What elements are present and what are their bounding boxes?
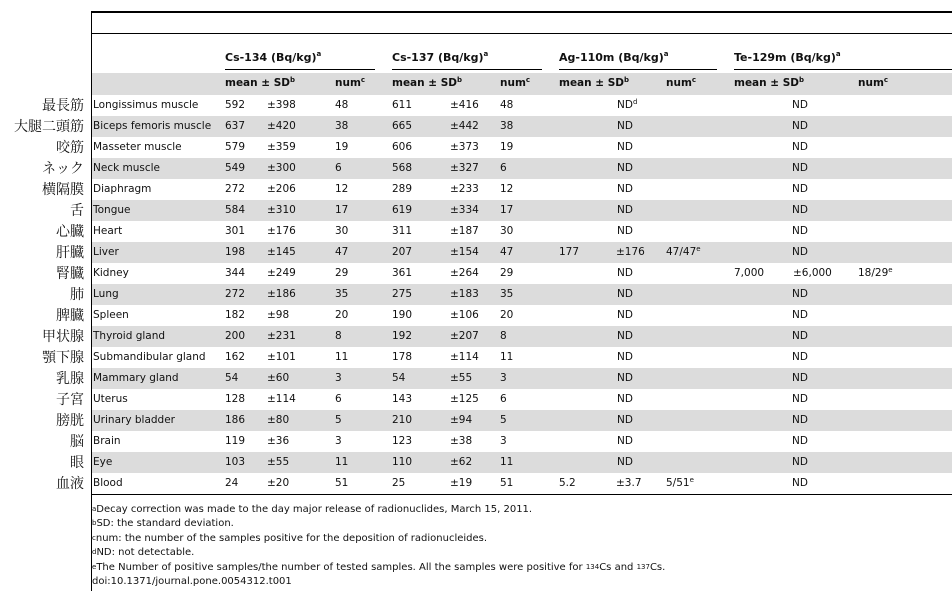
column-header-row [92, 73, 952, 95]
group-title: Ag-110m $(Bq/kg)^a$ [559, 50, 669, 64]
value-mean: 123 [392, 435, 413, 447]
group-rule [559, 69, 717, 70]
value-nd: ND [792, 414, 808, 426]
value-mean: 24 [225, 477, 239, 489]
japanese-organ-label: 眼 [70, 455, 84, 471]
value-num: 38 [335, 120, 349, 132]
group-header-row [92, 34, 952, 73]
col-header-num: num$^c$ [500, 76, 531, 89]
japanese-organ-label: 子宮 [56, 392, 84, 408]
table-row [92, 284, 952, 305]
value-mean: 344 [225, 267, 246, 279]
value-mean: 584 [225, 204, 246, 216]
value-num: 12 [335, 183, 349, 195]
superscript: a [92, 505, 97, 513]
value-num: 38 [500, 120, 514, 132]
value-mean: 7,000 [734, 267, 765, 279]
superscript: a [835, 50, 841, 58]
value-nd: ND [617, 225, 633, 237]
organ-name: Thyroid gland [93, 330, 166, 342]
value-sd: ±101 [267, 351, 296, 363]
value-num: 29 [335, 267, 349, 279]
value-num: 19 [335, 141, 349, 153]
table-frame [91, 11, 952, 591]
value-nd: ND [617, 435, 633, 447]
value-mean: 606 [392, 141, 413, 153]
organ-name: Spleen [93, 309, 129, 321]
table-row [92, 179, 952, 200]
value-num: 5 [335, 414, 342, 426]
superscript: b [624, 76, 630, 84]
value-mean: 592 [225, 99, 246, 111]
value-sd: ±416 [450, 99, 479, 111]
value-sd: ±334 [450, 204, 479, 216]
value-mean: 200 [225, 330, 246, 342]
col-header-mean-sd: mean ± $SD^b$ [734, 76, 805, 89]
japanese-organ-label: 肝臓 [56, 245, 84, 261]
value-nd: ND [792, 204, 808, 216]
value-mean: 311 [392, 225, 413, 237]
group-rule [392, 69, 542, 70]
value-sd: ±186 [267, 288, 296, 300]
value-nd: ND [792, 288, 808, 300]
value-mean: 162 [225, 351, 246, 363]
value-sd: ±398 [267, 99, 296, 111]
value-nd: ND [617, 330, 633, 342]
organ-name: Submandibular gland [93, 351, 206, 363]
superscript: b [457, 76, 463, 84]
value-mean: 272 [225, 288, 246, 300]
value-num: 12 [500, 183, 514, 195]
organ-name: Neck muscle [93, 162, 161, 174]
value-mean: 110 [392, 456, 413, 468]
group-title: Te-129m $(Bq/kg)^a$ [734, 50, 841, 64]
organ-name: Kidney [93, 267, 129, 279]
organ-name: Lung [93, 288, 119, 300]
value-sd: ±6,000 [793, 267, 832, 279]
value-sd: ±38 [450, 435, 473, 447]
value-nd: ND [792, 246, 808, 258]
value-sd: ±300 [267, 162, 296, 174]
value-mean: 25 [392, 477, 406, 489]
value-sd: ±176 [267, 225, 296, 237]
japanese-organ-label: 顎下腺 [42, 350, 84, 366]
value-sd: ±176 [616, 246, 645, 258]
value-mean: 5.2 [559, 477, 576, 489]
table-row [92, 452, 952, 473]
value-mean: 637 [225, 120, 246, 132]
group-rule [225, 69, 375, 70]
value-sd: ±114 [267, 393, 296, 405]
japanese-organ-label: 膀胱 [56, 413, 84, 429]
value-mean: 54 [225, 372, 239, 384]
table-row [92, 221, 952, 242]
value-nd: ND [617, 162, 633, 174]
value-mean: 198 [225, 246, 246, 258]
value-sd: ±183 [450, 288, 479, 300]
value-mean: 54 [392, 372, 406, 384]
value-num: 17 [500, 204, 514, 216]
value-num: 30 [500, 225, 514, 237]
value-num: 3 [500, 435, 507, 447]
value-nd: ND [792, 309, 808, 321]
value-mean: 192 [392, 330, 413, 342]
value-mean: 178 [392, 351, 413, 363]
table-row [92, 326, 952, 347]
value-sd: ±19 [450, 477, 473, 489]
value-sd: ±231 [267, 330, 296, 342]
value-num: 35 [500, 288, 514, 300]
japanese-organ-label: 肺 [70, 287, 84, 303]
value-nd: ND [617, 204, 633, 216]
value-num: 51 [335, 477, 349, 489]
value-sd: ±3.7 [616, 477, 642, 489]
value-nd: ND [792, 330, 808, 342]
value-sd: ±114 [450, 351, 479, 363]
value-num: 48 [500, 99, 514, 111]
value-num: 35 [335, 288, 349, 300]
japanese-organ-label: ネック [42, 161, 84, 177]
value-num: 5/51e [666, 476, 694, 489]
value-num: 6 [335, 393, 342, 405]
value-num: 8 [500, 330, 507, 342]
value-nd: ND [617, 309, 633, 321]
col-header-mean-sd: mean ± $SD^b$ [225, 76, 296, 89]
superscript: a [483, 50, 489, 58]
value-sd: ±154 [450, 246, 479, 258]
organ-name: Liver [93, 246, 119, 258]
value-sd: ±206 [267, 183, 296, 195]
superscript: c [92, 533, 96, 542]
value-sd: ±62 [450, 456, 473, 468]
organ-name: Longissimus muscle [93, 99, 199, 111]
value-num: 6 [335, 162, 342, 174]
value-nd: ND [792, 120, 808, 132]
value-sd: ±55 [267, 456, 290, 468]
value-sd: ±94 [450, 414, 473, 426]
table-row [92, 431, 952, 452]
value-nd: ND [792, 141, 808, 153]
value-num: 20 [335, 309, 349, 321]
value-nd: ND [792, 225, 808, 237]
value-num: 48 [335, 99, 349, 111]
value-sd: ±187 [450, 225, 479, 237]
table-row [92, 116, 952, 137]
value-mean: 103 [225, 456, 246, 468]
group-rule [734, 69, 952, 70]
japanese-organ-label: 脳 [70, 434, 84, 450]
superscript: a [316, 50, 322, 58]
value-nd: $ND^d$ [617, 98, 638, 111]
superscript: d [92, 548, 97, 557]
value-sd: ±80 [267, 414, 290, 426]
value-sd: ±36 [267, 435, 290, 447]
value-sd: ±233 [450, 183, 479, 195]
value-nd: ND [792, 477, 808, 489]
value-mean: 611 [392, 99, 413, 111]
japanese-organ-label: 血液 [56, 476, 84, 492]
japanese-organ-label: 心臓 [56, 224, 84, 240]
value-mean: 301 [225, 225, 246, 237]
footnote: $^e$The Number of positive samples/the number of tested samples. All the samples were positive for $^{134}$Cs and $^{137}$Cs. [92, 561, 666, 573]
value-nd: ND [792, 456, 808, 468]
value-mean: 186 [225, 414, 246, 426]
value-nd: ND [792, 435, 808, 447]
value-sd: ±264 [450, 267, 479, 279]
value-num: 20 [500, 309, 514, 321]
table-row [92, 305, 952, 326]
superscript: c [883, 76, 889, 84]
value-mean: 272 [225, 183, 246, 195]
value-num: 11 [500, 456, 514, 468]
value-mean: 275 [392, 288, 413, 300]
organ-name: Brain [93, 435, 121, 447]
value-num: 6 [500, 393, 507, 405]
japanese-organ-label: 甲状腺 [42, 329, 84, 345]
table-row [92, 389, 952, 410]
value-sd: ±20 [267, 477, 290, 489]
value-num: 6 [500, 162, 507, 174]
value-num: 17 [335, 204, 349, 216]
table-row [92, 137, 952, 158]
value-sd: ±106 [450, 309, 479, 321]
value-mean: 210 [392, 414, 413, 426]
value-sd: ±125 [450, 393, 479, 405]
superscript: b [799, 76, 805, 84]
organ-name: Blood [93, 477, 123, 489]
col-header-num: num$^c$ [335, 76, 366, 89]
footnote: $^c$num: the number of the samples positive for the deposition of radionucleides. [92, 532, 488, 544]
japanese-organ-label: 舌 [70, 203, 84, 219]
value-num: 19 [500, 141, 514, 153]
value-num: 47/47e [666, 245, 701, 258]
value-num: 3 [335, 372, 342, 384]
value-sd: ±249 [267, 267, 296, 279]
superscript: e [92, 562, 97, 571]
organ-name: Mammary gland [93, 372, 179, 384]
organ-name: Uterus [93, 393, 128, 405]
group-title: Cs-134 $(Bq/kg)^a$ [225, 50, 322, 64]
footnote: doi:10.1371/journal.pone.0054312.t001 [92, 576, 292, 588]
value-mean: 207 [392, 246, 413, 258]
value-mean: 665 [392, 120, 413, 132]
value-nd: ND [617, 372, 633, 384]
value-num: 11 [335, 351, 349, 363]
japanese-organ-label: 乳腺 [56, 371, 84, 387]
value-num: 11 [335, 456, 349, 468]
col-header-num: num$^c$ [666, 76, 697, 89]
japanese-organ-label: 横隔膜 [42, 182, 84, 198]
value-num: 18/29e [858, 266, 893, 279]
value-num: 3 [335, 435, 342, 447]
organ-name: Diaphragm [93, 183, 152, 195]
table-top-rule [91, 11, 952, 13]
value-num: 29 [500, 267, 514, 279]
col-header-num: num$^c$ [858, 76, 889, 89]
superscript: a [663, 50, 669, 58]
japanese-organ-label: 咬筋 [56, 140, 84, 156]
group-title: Cs-137 $(Bq/kg)^a$ [392, 50, 489, 64]
value-mean: 579 [225, 141, 246, 153]
value-num: 30 [335, 225, 349, 237]
value-mean: 190 [392, 309, 413, 321]
value-num: 47 [500, 246, 514, 258]
table-bottom-rule [91, 494, 952, 495]
table-row [92, 368, 952, 389]
superscript: e [689, 476, 694, 484]
value-sd: ±60 [267, 372, 290, 384]
superscript: 137 [636, 562, 650, 571]
value-mean: 549 [225, 162, 246, 174]
japanese-organ-label: 大腿二頭筋 [14, 119, 84, 135]
table-row [92, 158, 952, 179]
superscript: e [888, 266, 893, 274]
value-mean: 177 [559, 246, 580, 258]
superscript: 134 [585, 562, 600, 571]
col-header-mean-sd: mean ± $SD^b$ [559, 76, 630, 89]
value-nd: ND [617, 414, 633, 426]
value-nd: ND [617, 351, 633, 363]
value-mean: 289 [392, 183, 413, 195]
superscript: d [632, 98, 638, 106]
superscript: b [290, 76, 296, 84]
superscript: c [525, 76, 531, 84]
value-sd: ±359 [267, 141, 296, 153]
value-sd: ±98 [267, 309, 290, 321]
value-num: 47 [335, 246, 349, 258]
value-nd: ND [617, 141, 633, 153]
value-mean: 128 [225, 393, 246, 405]
value-sd: ±420 [267, 120, 296, 132]
footnote: $^b$SD: the standard deviation. [92, 518, 234, 530]
organ-name: Tongue [93, 204, 131, 216]
value-sd: ±442 [450, 120, 479, 132]
value-nd: ND [617, 456, 633, 468]
value-mean: 361 [392, 267, 413, 279]
value-sd: ±55 [450, 372, 473, 384]
organ-name: Urinary bladder [93, 414, 176, 426]
value-mean: 619 [392, 204, 413, 216]
value-nd: ND [617, 267, 633, 279]
value-nd: ND [617, 183, 633, 195]
value-nd: ND [617, 120, 633, 132]
value-num: 3 [500, 372, 507, 384]
value-sd: ±145 [267, 246, 296, 258]
value-sd: ±373 [450, 141, 479, 153]
value-num: 5 [500, 414, 507, 426]
footnote: $^a$Decay correction was made to the day major release of radionuclides, March 15, 2011. [92, 504, 533, 515]
value-sd: ±310 [267, 204, 296, 216]
superscript: e [696, 245, 701, 253]
value-nd: ND [792, 99, 808, 111]
superscript: c [360, 76, 366, 84]
organ-name: Eye [93, 456, 113, 468]
japanese-organ-label: 腎臓 [56, 266, 84, 282]
footnote: $^d$ND: not detectable. [92, 547, 195, 559]
organ-name: Biceps femoris muscle [93, 120, 212, 132]
value-num: 11 [500, 351, 514, 363]
value-nd: ND [792, 162, 808, 174]
table-row [92, 473, 952, 494]
col-header-mean-sd: mean ± $SD^b$ [392, 76, 463, 89]
superscript: c [691, 76, 697, 84]
organ-name: Masseter muscle [93, 141, 182, 153]
table-row [92, 200, 952, 221]
japanese-organ-label: 最長筋 [42, 98, 84, 114]
table-row [92, 263, 952, 284]
table-row [92, 347, 952, 368]
value-nd: ND [792, 351, 808, 363]
value-nd: ND [792, 183, 808, 195]
table-row [92, 95, 952, 116]
value-mean: 182 [225, 309, 246, 321]
value-nd: ND [617, 393, 633, 405]
value-nd: ND [792, 372, 808, 384]
table-row [92, 410, 952, 431]
value-mean: 568 [392, 162, 413, 174]
value-nd: ND [617, 288, 633, 300]
value-mean: 119 [225, 435, 246, 447]
value-sd: ±327 [450, 162, 479, 174]
value-num: 51 [500, 477, 514, 489]
value-sd: ±207 [450, 330, 479, 342]
value-nd: ND [792, 393, 808, 405]
value-num: 8 [335, 330, 342, 342]
value-mean: 143 [392, 393, 413, 405]
organ-name: Heart [93, 225, 123, 237]
japanese-organ-label: 脾臓 [56, 308, 84, 324]
table-row [92, 242, 952, 263]
footnotes [92, 503, 665, 589]
superscript: b [92, 519, 97, 528]
